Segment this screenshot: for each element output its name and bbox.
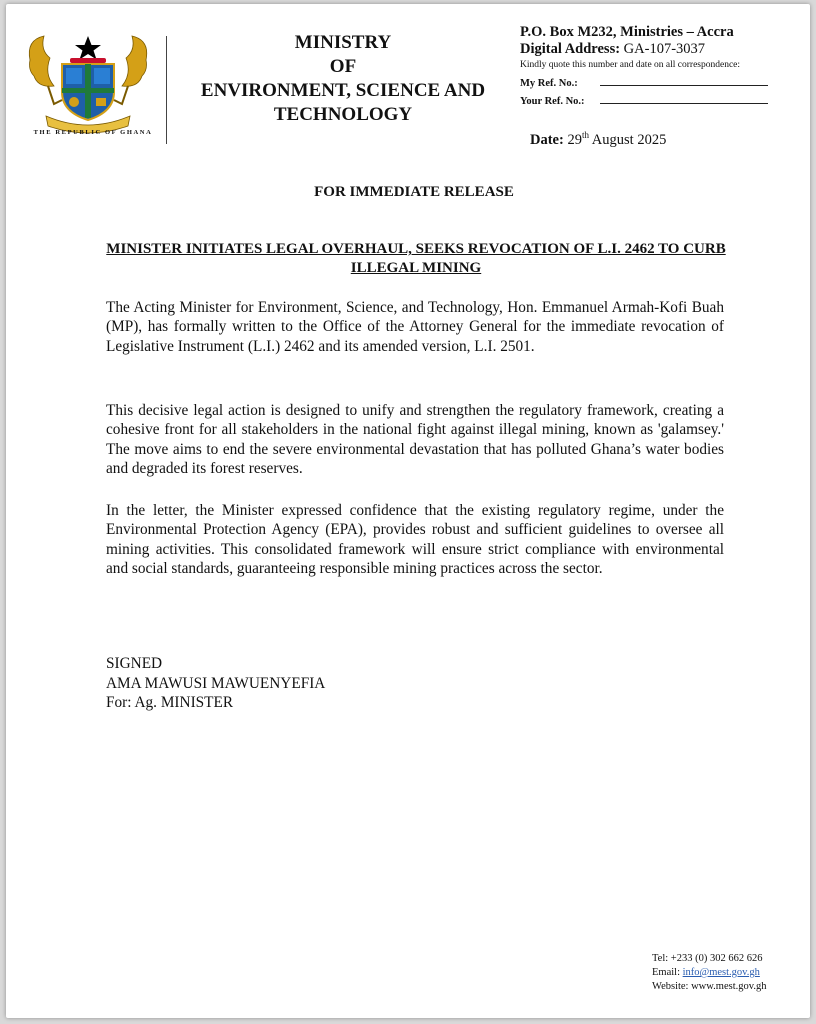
digital-address-value: GA-107-3037 xyxy=(623,41,706,57)
ministry-line-4: TECHNOLOGY xyxy=(273,104,413,125)
footer-email xyxy=(652,966,766,980)
signatory-for: For: Ag. MINISTER xyxy=(106,694,234,711)
quote-note: Kindly quote this number and date on all correspondence: xyxy=(520,60,741,70)
footer-email-link[interactable]: info@mest.gov.gh xyxy=(682,967,760,978)
header-divider xyxy=(166,36,167,144)
ministry-line-3: ENVIRONMENT, SCIENCE AND xyxy=(200,80,486,101)
ministry-line-2: OF xyxy=(329,56,357,77)
signature-block xyxy=(106,654,325,713)
footer-website[interactable]: Website: www.mest.gov.gh xyxy=(652,981,767,992)
paragraph-2: This decisive legal action is designed to unify and strengthen the regulatory framework, creating a cohesive front for all stakeholders in the national fight against illegal mining, known as 'galamsey.' The move aims to end the severe environmental devastation that has polluted Ghana’s water bodies and degraded its forest reserves. xyxy=(106,402,724,477)
footer-contact xyxy=(652,952,766,994)
signatory-name: AMA MAWUSI MAWUENYEFIA xyxy=(106,674,326,692)
my-ref-row xyxy=(520,71,800,89)
paragraph-3: In the letter, the Minister expressed confidence that the existing regulatory regime, under the Environmental Protection Agency (EPA), provides robust and sufficient guidelines to oversee all mining activities. This consolidated framework will ensure strict compliance with environmental and social standards, guaranteeing responsible mining practices across the sector. xyxy=(106,502,724,577)
date-label: Date: xyxy=(530,131,564,148)
date-line xyxy=(530,130,666,149)
po-box: P.O. Box M232, Ministries – Accra xyxy=(520,24,734,40)
date-rest: August 2025 xyxy=(591,131,667,148)
paragraph-1: The Acting Minister for Environment, Science, and Technology, Hon. Emmanuel Armah-Kofi Buah (MP), has formally written to the Office of the Attorney General for the immediate revocation of Legislative Instrument (L.I.) 2462 and its amended version, L.I. 2501. xyxy=(106,299,724,355)
footer-tel: Tel: +233 (0) 302 662 626 xyxy=(652,953,763,964)
footer-email-label: Email: xyxy=(652,967,683,978)
signed-label: SIGNED xyxy=(106,655,163,672)
contact-block xyxy=(520,24,800,107)
my-ref-line xyxy=(600,84,768,86)
digital-address xyxy=(520,41,800,58)
date-suffix: th xyxy=(581,130,589,140)
your-ref-label: Your Ref. No.: xyxy=(520,96,585,107)
release-label: FOR IMMEDIATE RELEASE xyxy=(314,184,514,200)
digital-address-label: Digital Address: xyxy=(520,41,621,57)
date-day: 29 xyxy=(567,131,582,148)
ministry-line-1: MINISTRY xyxy=(294,32,392,53)
your-ref-line xyxy=(600,102,768,104)
republic-label: THE REPUBLIC OF GHANA xyxy=(33,129,153,136)
your-ref-row xyxy=(520,89,800,107)
document-page xyxy=(6,4,810,1018)
headline: MINISTER INITIATES LEGAL OVERHAUL, SEEKS REVOCATION OF L.I. 2462 TO CURB ILLEGAL MINING xyxy=(106,241,726,276)
coat-of-arms-icon xyxy=(24,30,152,136)
ministry-title xyxy=(178,31,508,127)
my-ref-label: My Ref. No.: xyxy=(520,78,578,89)
